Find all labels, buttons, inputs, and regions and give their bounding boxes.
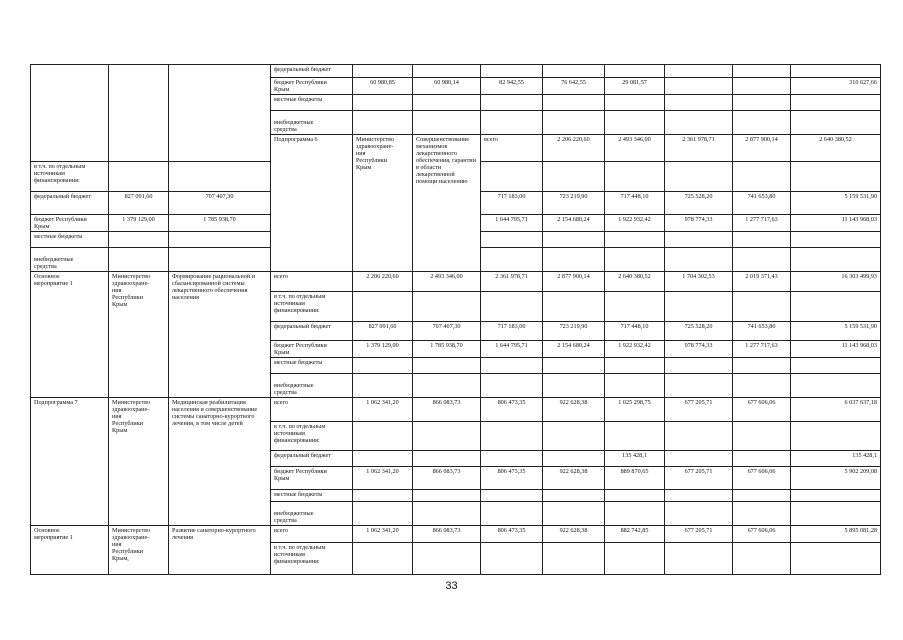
value-cell: 2 493 346,00	[413, 272, 481, 292]
source-label: в т.ч. по отдельным источникам финансирования:	[271, 543, 353, 575]
value-cell: 725 528,20	[665, 192, 733, 215]
value-cell: 2 640 380,52	[605, 272, 665, 292]
value-cell: 707 407,30	[413, 322, 481, 341]
source-label: в т.ч. по отдельным источникам финансирования:	[271, 292, 353, 322]
source-label: федеральный бюджет	[271, 65, 353, 78]
value-cell: 2 493 346,00	[605, 135, 665, 162]
value-cell: 2 640 380,52	[791, 135, 881, 162]
value-cell: 677 205,71	[665, 467, 733, 490]
executor: Министерство здравоохране- ния Республики Крым	[109, 272, 169, 398]
value-cell: 978 774,33	[665, 341, 733, 358]
table-row	[31, 398, 881, 422]
source-label: бюджет Республики Крым	[271, 341, 353, 358]
value-cell: 866 083,73	[413, 398, 481, 422]
executor: Министерство здравоохране- ния Республики Крым	[109, 398, 169, 526]
source-label: бюджет Республики Крым	[271, 467, 353, 490]
program-description: Совершенствование механизмов лекарственного обеспечения, гарантии в области лекарственной помощи населению	[413, 135, 481, 272]
value-cell: 135 428,1	[605, 451, 665, 467]
source-label: всего	[481, 135, 543, 162]
value-cell	[481, 451, 543, 467]
value-cell: 725 528,20	[665, 322, 733, 341]
total-cell: 5 902 209,08	[791, 467, 881, 490]
source-label: местные бюджеты	[31, 232, 109, 248]
executor: Министерство здравоохране- ния Республики Крым,	[109, 526, 169, 575]
value-cell: 2 019 371,43	[733, 272, 791, 292]
value-cell: 2 206 220,60	[353, 272, 413, 292]
value-cell: 827 091,60	[109, 192, 169, 215]
measure-name: Основное мероприятие 1	[31, 526, 109, 575]
value-cell: 1 785 938,70	[169, 215, 271, 232]
value-cell: 806 473,35	[481, 398, 543, 422]
source-label: всего	[271, 398, 353, 422]
value-cell: 882 742,85	[605, 526, 665, 543]
table-row	[31, 526, 881, 543]
budget-table	[30, 64, 881, 575]
value-cell: 717 183,00	[481, 322, 543, 341]
value-cell: 922 628,38	[543, 467, 605, 490]
value-cell: 978 774,33	[665, 215, 733, 232]
source-label: федеральный бюджет	[271, 451, 353, 467]
source-label: федеральный бюджет	[271, 322, 353, 341]
value-cell: 2 877 900,14	[733, 135, 791, 162]
value-cell: 2 154 680,24	[543, 341, 605, 358]
measure-description: Развитие санаторно-курортного лечения	[169, 526, 271, 575]
table-row	[31, 65, 881, 78]
executor-cell	[109, 65, 169, 162]
value-cell	[665, 451, 733, 467]
value-cell: 1 025 298,75	[605, 398, 665, 422]
source-label: всего	[271, 526, 353, 543]
name-cell	[31, 65, 109, 162]
value-cell: 60 980,14	[413, 78, 481, 95]
source-label: федеральный бюджет	[31, 192, 109, 215]
value-cell	[665, 78, 733, 95]
program-name: Подпрограмма 6	[271, 135, 353, 272]
value-cell: 723 219,90	[543, 322, 605, 341]
value-cell: 677 606,06	[733, 526, 791, 543]
value-cell: 741 653,80	[733, 322, 791, 341]
value-cell	[543, 451, 605, 467]
value-cell	[733, 451, 791, 467]
value-cell: 889 870,65	[605, 467, 665, 490]
value-cell	[413, 451, 481, 467]
value-cell: 717 183,00	[481, 192, 543, 215]
value-cell: 1 922 932,42	[605, 341, 665, 358]
source-label: внебюджетные средства	[31, 248, 109, 272]
source-label: в т.ч. по отдельным источникам финансирования:	[31, 162, 109, 192]
value-cell: 1 062 341,20	[353, 398, 413, 422]
value-cell: 866 083,73	[413, 526, 481, 543]
value-cell: 1 379 129,00	[353, 341, 413, 358]
value-cell: 866 083,73	[413, 467, 481, 490]
value-cell: 677 205,71	[665, 398, 733, 422]
value-cell: 1 062 341,20	[353, 467, 413, 490]
value-cell: 1 062 341,20	[353, 526, 413, 543]
value-cell: 2 154 680,24	[543, 215, 605, 232]
value-cell: 1 644 795,71	[481, 341, 543, 358]
value-cell: 741 653,80	[733, 192, 791, 215]
value-cell: 1 277 717,63	[733, 215, 791, 232]
value-cell: 707 407,30	[169, 192, 271, 215]
total-cell: 11 143 968,03	[791, 215, 881, 232]
total-cell: 16 303 499,93	[791, 272, 881, 292]
description-cell	[169, 65, 271, 162]
value-cell: 806 473,35	[481, 467, 543, 490]
executor: Министерство здравоохране- ния Республики Крым	[353, 135, 413, 272]
total-cell: 135 428,1	[791, 451, 881, 467]
value-cell: 677 205,71	[665, 526, 733, 543]
page-number: 33	[445, 580, 458, 592]
value-cell: 677 606,06	[733, 467, 791, 490]
value-cell: 922 628,38	[543, 526, 605, 543]
value-cell: 2 206 220,60	[543, 135, 605, 162]
total-cell: 5 159 531,90	[791, 192, 881, 215]
source-label: местные бюджеты	[271, 95, 353, 111]
value-cell: 1 922 932,42	[605, 215, 665, 232]
source-label: бюджет Республики Крым	[31, 215, 109, 232]
value-cell: 922 628,38	[543, 398, 605, 422]
value-cell: 2 877 900,14	[543, 272, 605, 292]
value-cell: 76 642,55	[543, 78, 605, 95]
value-cell	[353, 451, 413, 467]
source-label: местные бюджеты	[271, 358, 353, 374]
value-cell: 677 606,06	[733, 398, 791, 422]
value-cell: 1 785 938,70	[413, 341, 481, 358]
value-cell: 1 379 129,00	[109, 215, 169, 232]
total-cell: 6 037 637,18	[791, 398, 881, 422]
source-label: внебюджетные средства	[271, 502, 353, 526]
value-cell: 1 277 717,63	[733, 341, 791, 358]
value-cell: 82 942,55	[481, 78, 543, 95]
source-label: внебюджетные средства	[271, 111, 353, 135]
value-cell: 1 644 795,71	[481, 215, 543, 232]
source-label: внебюджетные средства	[271, 374, 353, 398]
program-description: Медицинская реабилитация населения и совершенствование системы санаторно-курортного лечения, в том числе детей	[169, 398, 271, 526]
total-cell: 5 895 081,28	[791, 526, 881, 543]
total-cell: 5 159 531,90	[791, 322, 881, 341]
budget-table-sheet	[30, 64, 880, 575]
source-label: в т.ч. по отдельным источникам финансирования:	[271, 422, 353, 451]
source-label: местные бюджеты	[271, 490, 353, 502]
table-row	[31, 272, 881, 292]
value-cell: 717 448,10	[605, 322, 665, 341]
total-cell: 11 143 968,03	[791, 341, 881, 358]
source-label: бюджет Республики Крым	[271, 78, 353, 95]
source-label: всего	[271, 272, 353, 292]
value-cell: 717 448,10	[605, 192, 665, 215]
measure-description: Формирование рациональной и сбалансированной системы лекарственного обеспечения населения	[169, 272, 271, 398]
value-cell: 1 704 302,53	[665, 272, 733, 292]
value-cell	[733, 78, 791, 95]
measure-name: Основное мероприятие 1	[31, 272, 109, 398]
value-cell: 806 473,35	[481, 526, 543, 543]
value-cell: 29 081,57	[605, 78, 665, 95]
value-cell: 2 361 978,71	[665, 135, 733, 162]
value-cell: 723 219,90	[543, 192, 605, 215]
value-cell: 827 091,60	[353, 322, 413, 341]
value-cell: 2 361 978,71	[481, 272, 543, 292]
total-cell: 310 627,66	[791, 78, 881, 95]
program-name: Подпрограмма 7	[31, 398, 109, 526]
value-cell: 60 980,85	[353, 78, 413, 95]
